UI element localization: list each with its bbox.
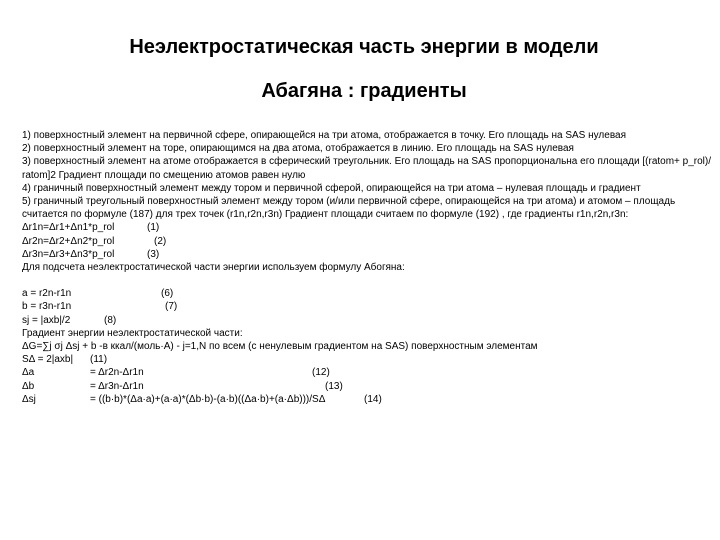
final-equation-12 [22,366,712,379]
equation-rhs: = Δr3n-Δr1n [90,380,144,392]
slide-title-line-1: Неэлектростатическая часть энергии в модели [129,36,599,58]
equation-lhs: SΔ = 2|axb| [22,354,74,366]
equation-number: (3) [147,248,160,260]
equation-expression: Δr3n=Δr3+Δn3*p_rol [22,248,115,260]
equation-number: (14) [364,393,382,405]
equation-expression: a = r2n-r1n [22,288,72,300]
equation-expression: Δr1n=Δr1+Δn1*p_rol [22,222,115,234]
equation-lhs: Δb [22,380,35,392]
final-equation-13 [22,380,712,393]
item-4: 4) граничный поверхностный элемент между тором и первичной сферой, опирающейся на три атома – нулевая площадь и градиент [22,182,641,194]
equation-number: (7) [165,301,178,313]
equation-number: (2) [154,235,167,247]
item-5: 5) граничный треугольный поверхностный элемент между тором (и/или первичной сфере, опирающейся на три атома) и атомом – площадь считается по формуле (187) для трех точек (r1n,r2n,r3n) Градиент площади считаем по формуле (192) , где градиенты r1n,r2n,r3n: [22,196,676,221]
equation-number: (8) [104,314,117,326]
vector-equation-1 [22,287,712,300]
equation-number: (6) [161,288,174,300]
gradient-formula: ΔG=∑j σj Δsj + b -в ккал/(моль·A) - j=1,N по всем (с ненулевым градиентом на SAS) поверхностным элементам [22,340,538,352]
gradient-equation-3 [22,248,712,261]
equation-rhs: = Δr2n-Δr1n [90,367,144,379]
slide-body [22,129,712,406]
equation-number: (12) [312,367,330,379]
item-1: 1) поверхностный элемент на первичной сфере, опирающейся на три атома, отображается в точку. Его площадь на SAS нулевая [22,130,627,141]
item-2: 2) поверхностный элемент на торе, опирающимся на два атома, отображается в линию. Его площадь на SAS нулевая [22,143,574,155]
spacer [22,274,712,287]
equation-number: (11) [90,354,108,366]
equation-rhs: = ((b·b)*(Δa·a)+(a·a)*(Δb·b)-(a·b)((Δa·b)+(a·Δb)))/SΔ [90,393,326,405]
item-3: 3) поверхностный элемент на атоме отображается в сферический треугольник. Его площадь на SAS пропорциональна его площади [(ratom+ p_rol)/ ratom]2 Градиент площади по смещению атомов равен нулю [22,156,712,181]
equation-number: (13) [325,380,343,392]
final-equation-14 [22,393,712,406]
gradient-equation-2 [22,235,712,248]
equation-expression: Δr2n=Δr2+Δn2*p_rol [22,235,115,247]
gradient-label: Градиент энергии неэлектростатической части: [22,327,243,339]
vector-equation-3 [22,314,712,327]
gradient-equation-1 [22,221,712,234]
final-equation-11 [22,353,712,366]
formula-intro: Для подсчета неэлектростатической части энергии используем формулу Абогяна: [22,261,405,273]
equation-lhs: Δa [22,367,35,379]
slide-title-line-2: Абагяна : градиенты [261,80,467,102]
equation-expression: b = r3n-r1n [22,301,72,313]
equation-expression: sj = |axb|/2 [22,314,71,326]
vector-equation-2 [22,300,712,313]
equation-number: (1) [147,222,160,234]
equation-lhs: Δsj [22,393,36,405]
